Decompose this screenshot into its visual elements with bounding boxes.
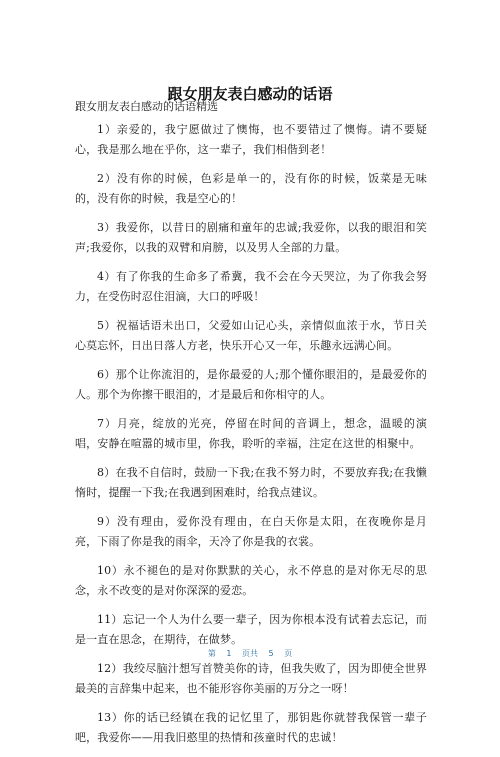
list-item: 11）忘记一个人为什么要一辈子，因为你根本没有试着去忘记，而是一直在思念，在期待，在做梦。 bbox=[75, 613, 427, 646]
list-item: 10）永不褪色的是对你默默的关心，永不停息的是对你无尽的思念，永不改变的是对你深深的爱恋。 bbox=[75, 564, 427, 597]
footer-label-middle: 页共 bbox=[242, 649, 258, 658]
list-item: 9）没有理由，爱你没有理由，在白天你是太阳，在夜晚你是月亮，下雨了你是我的雨伞，天冷了你是我的衣裳。 bbox=[75, 515, 427, 548]
footer-label-prefix: 第 bbox=[207, 649, 216, 658]
list-item: 6）那个让你流泪的，是你最爱的人;那个懂你眼泪的，是最爱你的人。那个为你擦干眼泪的，才是最后和你相守的人。 bbox=[75, 368, 427, 401]
current-page-number: 1 bbox=[226, 649, 232, 658]
message-list bbox=[75, 120, 427, 757]
list-item: 2）没有你的时候，色彩是单一的，没有你的时候，饭菜是无味的，没有你的时候，我是空心的！ bbox=[75, 172, 427, 205]
total-page-count: 5 bbox=[268, 649, 274, 658]
list-item: 4）有了你我的生命多了希冀，我不会在今天哭泣，为了你我会努力，在受伤时忍住泪滴，大口的呼吸！ bbox=[75, 270, 427, 303]
list-item: 7）月亮，绽放的光亮，停留在时间的音调上，想念，温暖的演唱，安静在喧嚣的城市里，你我，聆听的幸福，注定在这世的相聚中。 bbox=[75, 417, 427, 450]
footer-label-suffix: 页 bbox=[284, 649, 293, 658]
list-item: 12）我绞尽脑汁想写首赞美你的诗，但我失败了，因为即使全世界最美的言辞集中起来，也不能形容你美丽的万分之一呀！ bbox=[75, 662, 427, 695]
list-item: 8）在我不自信时，鼓励一下我;在我不努力时，不要放弃我;在我懒惰时，提醒一下我;在我遇到困难时，给我点建议。 bbox=[75, 466, 427, 499]
list-item: 1）亲爱的，我宁愿做过了懊悔，也不要错过了懊悔。请不要疑心，我是那么地在乎你，这一辈子，我们相偕到老！ bbox=[75, 123, 427, 156]
document-title: 跟女朋友表白感动的话语 bbox=[167, 85, 333, 104]
list-item: 3）我爱你，以昔日的剧痛和童年的忠诚;我爱你，以我的眼泪和笑声;我爱你，以我的双臂和肩膀，以及男人全部的力量。 bbox=[75, 221, 427, 254]
list-item: 13）你的话已经镇在我的记忆里了，那钥匙你就替我保管一辈子吧，我爱你——用我旧憨里的热情和孩童时代的忠诚！ bbox=[75, 711, 427, 744]
list-item: 5）祝福话语未出口，父爱如山记心头，亲情似血浓于水，节日关心莫忘怀，日出日落人方老，快乐开心又一年，乐趣永远满心间。 bbox=[75, 319, 427, 352]
page-footer bbox=[0, 648, 500, 660]
document-subtitle: 跟女朋友表白感动的话语精选 bbox=[75, 100, 218, 113]
